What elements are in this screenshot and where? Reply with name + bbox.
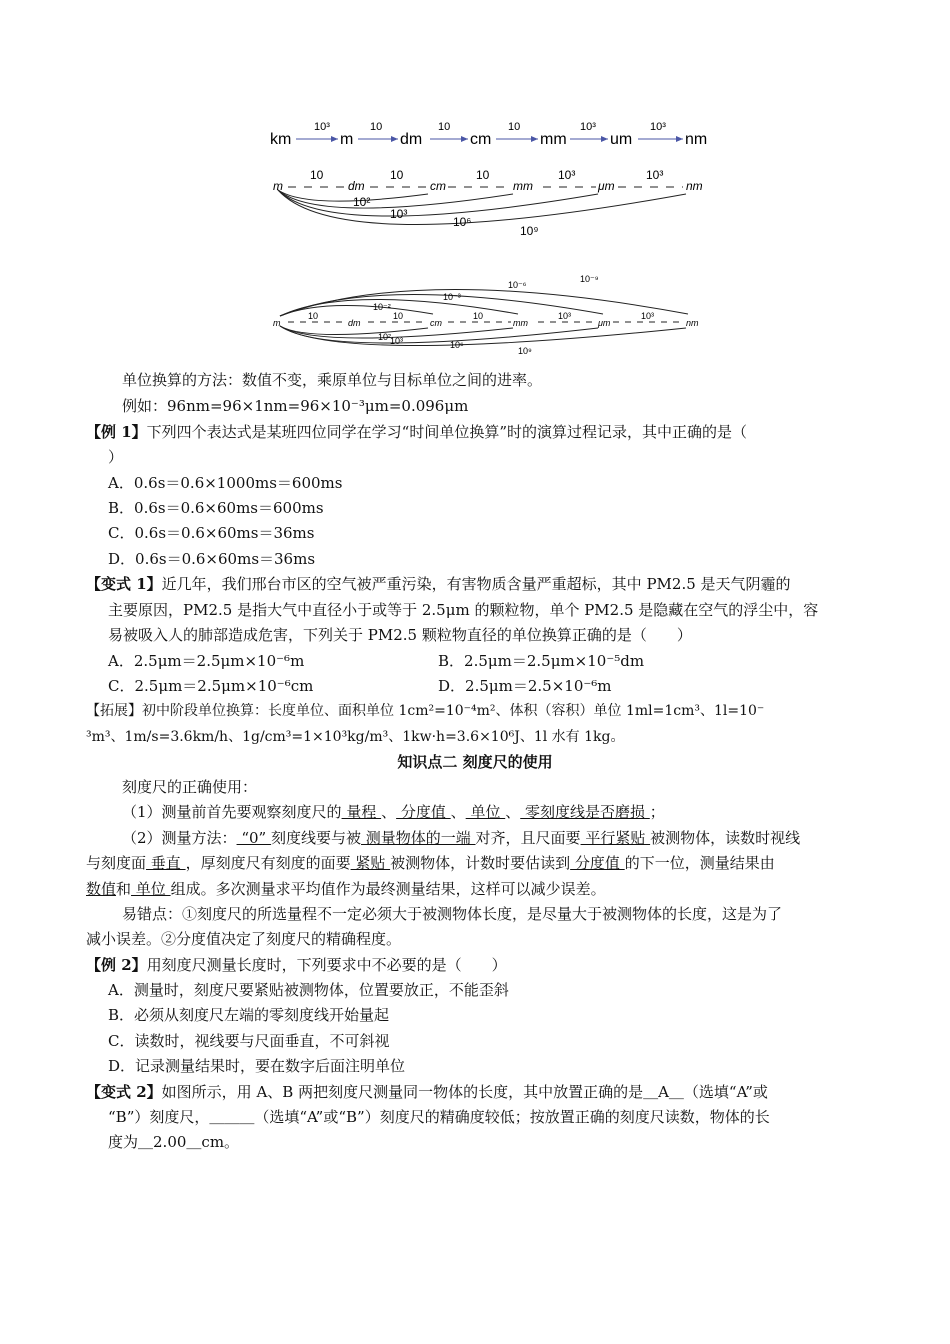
- answer-range: 量程: [341, 803, 382, 821]
- chain2-factor: 10: [476, 168, 490, 182]
- expand-line2: ³m³、1m/s=3.6km/h、1g/cm³=1×10³kg/m³、1kw·h=3.6×10⁶J、1l 水有 1kg。: [86, 729, 625, 745]
- example1-option: A．0.6s＝0.6×1000ms＝600ms: [108, 474, 343, 492]
- example2-question: [86, 955, 507, 975]
- chain2-unit: dm: [348, 179, 365, 193]
- separator: 、: [505, 803, 521, 821]
- chain1-factor: 10³: [580, 121, 596, 133]
- section-title: 知识点二 刻度尺的使用: [397, 753, 553, 771]
- chain3-unit: dm: [348, 318, 361, 328]
- step3-text: 的下一位，测量结果由: [624, 854, 775, 872]
- step3-text: ，厚刻度尺有刻度的面要: [185, 854, 351, 872]
- variant1-q1: 近几年，我们邢台市区的空气被严重污染，有害物质含量严重超标，其中 PM2.5 是天气阴霾的: [161, 575, 791, 593]
- chain2-unit: m: [273, 179, 283, 193]
- variant1-question: [86, 574, 791, 594]
- step4-text: 组成。多次测量求平均值作为最终测量结果，这样可以减少误差。: [170, 880, 606, 898]
- step4-line: [86, 879, 606, 899]
- step2-text: 刻度线要与被: [270, 829, 361, 847]
- chain2-unit: nm: [686, 179, 703, 193]
- chain3-upper-label: 10⁻²: [373, 302, 391, 312]
- variant2-line3: [108, 1132, 239, 1152]
- example2-option: D．记录测量结果时，要在数字后面注明单位: [108, 1057, 406, 1075]
- variant2-text: 如图所示，用 A、B 两把刻度尺测量同一物体的长度，其中放置正确的是: [161, 1083, 644, 1101]
- chain3-unit: m: [273, 318, 281, 328]
- variant1-option-a: A．2.5μm＝2.5μm×10⁻⁶m: [108, 652, 305, 670]
- step1-end: ；: [649, 803, 665, 821]
- variant2-text: （选填“A”或“B”）刻度尺的精确度较低；按放置正确的刻度尺读数，物体的长: [254, 1108, 770, 1126]
- example2-option: A．测量时，刻度尺要紧贴被测物体，位置要放正，不能歪斜: [108, 981, 509, 999]
- example1-tag: 【例 1】: [86, 423, 147, 441]
- chain1-factor: 10³: [314, 121, 330, 133]
- expand-line1: 【拓展】初中阶段单位换算：长度单位、面积单位 1cm²=10⁻⁴m²、体积（容积）单位 1ml=1cm³、1l=10⁻: [86, 703, 765, 719]
- method-text: 单位换算的方法：数值不变，乘原单位与目标单位之间的进率。: [122, 371, 543, 389]
- chain3-factor: 10³: [558, 311, 572, 321]
- chain3-factor: 10: [308, 311, 319, 321]
- error-line1: 易错点：①刻度尺的所选量程不一定必须大于被测物体长度，是尽量大于被测物体的长度，这是为了: [122, 905, 783, 923]
- chain3-factor: 10: [473, 311, 484, 321]
- chain1-unit: mm: [540, 131, 567, 148]
- variant1-tag: 【变式 1】: [86, 575, 162, 593]
- chain3-unit: mm: [513, 318, 528, 328]
- chain3-unit: cm: [430, 318, 442, 328]
- answer-unit2: 单位: [131, 880, 171, 898]
- answer-close: 紧贴: [350, 854, 391, 872]
- unit-double-arc-diagram: [268, 264, 718, 359]
- chain3-lower-label: 10⁹: [518, 346, 532, 356]
- chain3-upper-label: 10⁻³: [443, 292, 461, 302]
- chain2-arc-label: 10³: [390, 207, 408, 221]
- separator: 、: [450, 803, 466, 821]
- chain2-arc-label: 10⁶: [453, 215, 472, 229]
- answer-length: ＿2.00＿: [138, 1133, 202, 1151]
- variant1-q2: 主要原因，PM2.5 是指大气中直径小于或等于 2.5μm 的颗粒物，单个 PM2.5 是隐藏在空气的浮尘中，容: [108, 601, 819, 619]
- example1-option: B．0.6s＝0.6×60ms＝600ms: [108, 499, 324, 517]
- step1-prefix: （1）测量前首先要观察刻度尺的: [122, 803, 342, 821]
- step3-text: 与刻度面: [86, 854, 147, 872]
- example2-option: B．必须从刻度尺左端的零刻度线开始量起: [108, 1006, 390, 1024]
- variant1-option-d: D．2.5μm＝2.5×10⁻⁶m: [438, 677, 612, 695]
- answer-parallel: 平行紧贴: [580, 829, 651, 847]
- variant2-tag: 【变式 2】: [86, 1083, 162, 1101]
- variant2-text: 度为: [108, 1133, 139, 1151]
- variant1-option-b: B．2.5μm＝2.5μm×10⁻⁵dm: [438, 652, 645, 670]
- chain2-factor: 10: [390, 168, 404, 182]
- step4-text: 和: [116, 880, 132, 898]
- chain2-unit: cm: [430, 179, 446, 193]
- example2-q: 用刻度尺测量长度时，下列要求中不必要的是（ ）: [146, 956, 507, 974]
- chain2-arc-label: 10⁹: [520, 224, 539, 238]
- answer-division: 分度值: [396, 803, 451, 821]
- chain1-factor: 10³: [650, 121, 666, 133]
- step3-text: 被测物体，计数时要估读到: [390, 854, 571, 872]
- example-text: 例如：96nm=96×1nm=96×10⁻³μm=0.096μm: [122, 397, 469, 415]
- chain1-factor: 10: [370, 121, 383, 133]
- chain1-factor: 10: [438, 121, 451, 133]
- example1-q1: 下列四个表达式是某班四位同学在学习“时间单位换算”时的演算过程记录，其中正确的是（: [146, 423, 748, 441]
- chain2-arc-label: 10²: [353, 195, 371, 209]
- example1-question: [86, 422, 747, 442]
- blank: ＿＿＿: [209, 1108, 255, 1126]
- chain1-unit: nm: [685, 131, 708, 148]
- chain2-factor: 10³: [558, 168, 576, 182]
- answer-perpendicular: 垂直: [146, 854, 186, 872]
- chain1-unit: km: [270, 131, 292, 148]
- chain3-unit: μm: [598, 318, 611, 328]
- example1-option: D．0.6s＝0.6×60ms＝36ms: [108, 550, 316, 568]
- step1-line: [122, 802, 665, 822]
- step2-text: 被测物体，读数时视线: [650, 829, 801, 847]
- chain1-unit: cm: [470, 131, 492, 148]
- answer-value: 数值: [86, 880, 117, 898]
- variant1-q3: 易被吸入人的肺部造成危害，下列关于 PM2.5 颗粒物直径的单位换算正确的是（ ）: [108, 626, 692, 644]
- error-line2: 减小误差。②分度值决定了刻度尺的精确程度。: [86, 930, 402, 948]
- unit-arc-diagram: [268, 162, 718, 257]
- chain3-factor: 10: [393, 311, 404, 321]
- variant2-line1: [86, 1082, 768, 1102]
- example2-tag: 【例 2】: [86, 956, 147, 974]
- answer-zero: “0”: [236, 829, 271, 847]
- step3-line: [86, 853, 775, 873]
- chain3-factor: 10³: [641, 311, 655, 321]
- answer-division2: 分度值: [570, 854, 625, 872]
- unit-chain-diagram: [260, 112, 730, 157]
- answer-zero-mark: 零刻度线是否磨损: [520, 803, 650, 821]
- variant2-text: （选填“A”或: [683, 1083, 768, 1101]
- chain3-upper-label: 10⁻⁹: [580, 274, 599, 284]
- section-intro: 刻度尺的正确使用：: [122, 778, 258, 796]
- chain3-lower-label: 10³: [390, 336, 404, 346]
- chain1-unit: dm: [400, 131, 423, 148]
- chain2-factor: 10: [310, 168, 324, 182]
- answer-a: ＿A＿: [643, 1083, 684, 1101]
- chain1-unit: um: [610, 131, 633, 148]
- answer-object-end: 测量物体的一端: [360, 829, 476, 847]
- chain2-unit: mm: [513, 179, 533, 193]
- chain1-unit: m: [340, 131, 354, 148]
- separator: 、: [381, 803, 397, 821]
- variant2-line2: [108, 1107, 770, 1127]
- variant1-option-c: C．2.5μm＝2.5μm×10⁻⁶cm: [108, 677, 314, 695]
- answer-unit: 单位: [465, 803, 506, 821]
- example2-option: C．读数时，视线要与尺面垂直，不可斜视: [108, 1032, 390, 1050]
- chain1-factor: 10: [508, 121, 521, 133]
- step2-prefix: （2）测量方法：: [122, 829, 237, 847]
- chain3-upper-label: 10⁻⁶: [508, 280, 527, 290]
- variant2-text: “B”）刻度尺，: [108, 1108, 210, 1126]
- chain2-unit: μm: [598, 179, 615, 193]
- chain3-unit: nm: [686, 318, 699, 328]
- chain3-lower-label: 10⁶: [450, 340, 464, 350]
- example1-q2: ）: [108, 448, 124, 466]
- step2-line: [122, 828, 800, 848]
- chain3-lower-label: 10²: [378, 332, 392, 342]
- variant2-text: cm。: [201, 1133, 240, 1151]
- step2-text: 对齐，且尺面要: [475, 829, 581, 847]
- chain2-factor: 10³: [646, 168, 664, 182]
- example1-option: C．0.6s＝0.6×60ms＝36ms: [108, 524, 315, 542]
